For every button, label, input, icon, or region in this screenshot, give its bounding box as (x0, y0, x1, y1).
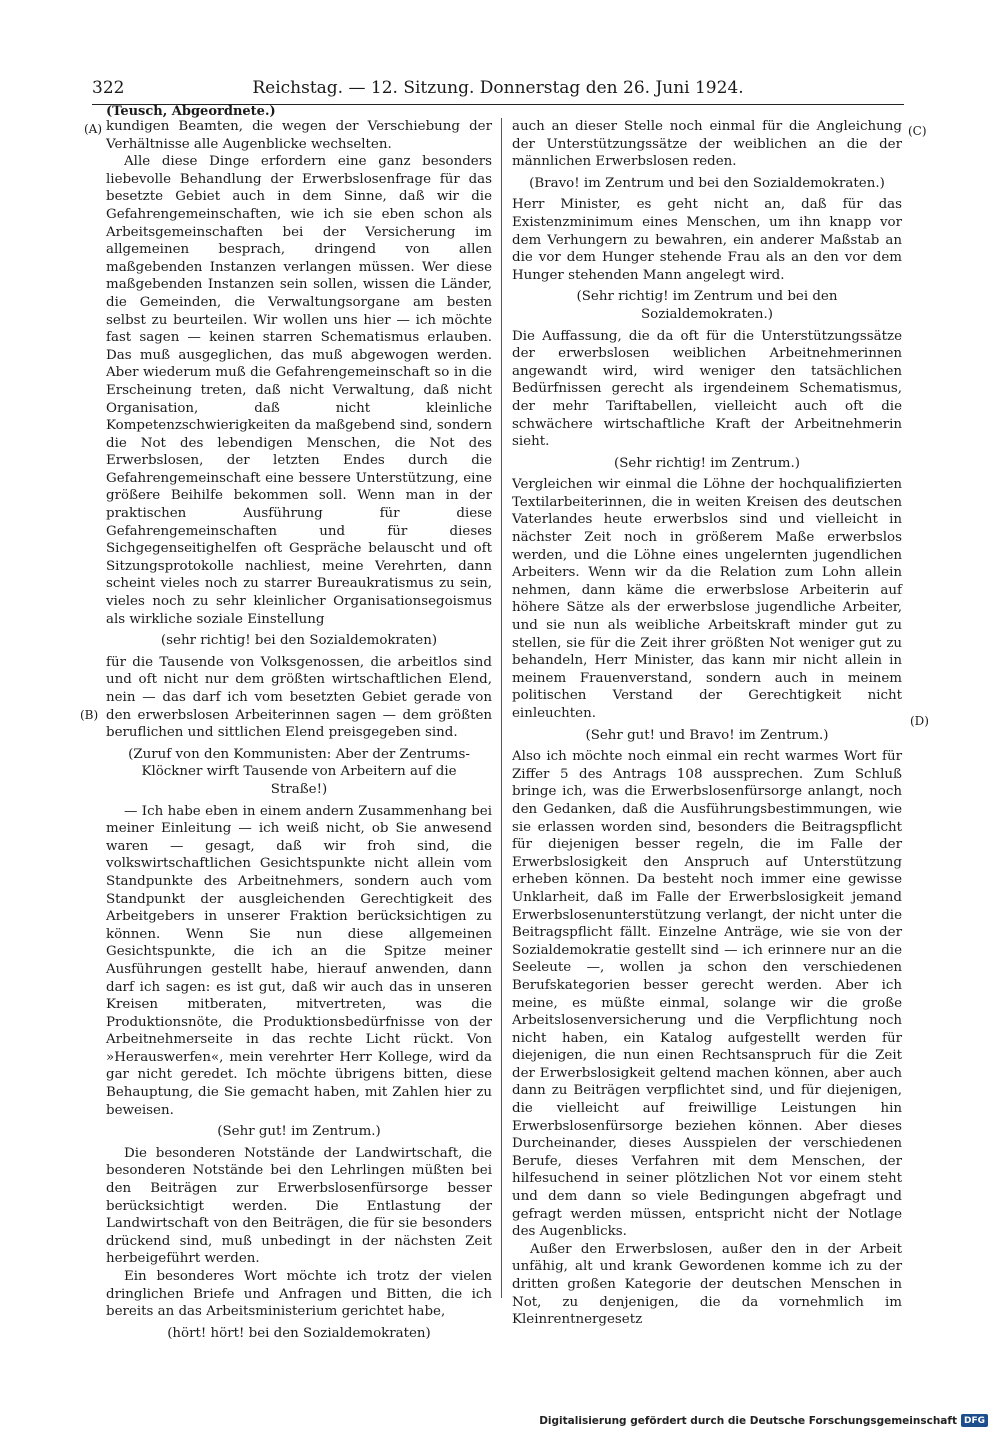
page-number: 322 (92, 78, 125, 98)
paragraph: Alle diese Dinge erfordern eine ganz besonders liebevolle Behandlung der Erwerbslosenfrage für das besetzte Gebiet auch in dem Sinne, daß wir die Gefahrengemeinschaften, wie ich sie eben schon als Arbeitsgemeinschaften bei der Versicherung im allgemeinen besprach, dringend von allen maßgebenden Instanzen verlangen müssen. Wer diese maßgebenden Instanzen sein sollen, wissen die Länder, die Gemeinden, die Verwaltungsorgane am besten selbst zu beurteilen. Wir wollen uns hier — ich möchte fast sagen — keinen starren Schematismus erlauben. Das muß ausgeglichen, das muß abgewogen werden. Aber wiederum muß die Gefahrengemeinschaft so in die Erscheinung treten, daß nicht Verwaltung, daß nicht Organisation, daß nicht kleinliche Kompetenzschwierigkeiten da maßgebend sind, sondern die Not des lebendigen Menschen, die Not des Erwerbslosen, der letzten Endes durch die Gefahrengemeinschaft eine bessere Unterstützung, eine größere Beihilfe bekommen soll. Wenn man in der praktischen Ausführung für diese Gefahrengemeinschaften und für dieses Sichgegenseitighelfen oft Gespräche belauscht und oft Sitzungsprotokolle nachliest, meine Verehrten, dann scheint vieles noch zu starrer Bureaukratismus zu sein, vieles noch zu sehr kleinlicher Organisationsegoismus als wirkliche soziale Einstellung (106, 154, 492, 627)
interjection-remark: (Sehr richtig! im Zentrum und bei den Sozialdemokraten.) (576, 289, 838, 322)
footer (539, 1414, 988, 1427)
paragraph: Also ich möchte noch einmal ein recht warmes Wort für Ziffer 5 des Antrags 108 aussprechen. Zum Schluß bringe ich, was die Erwerbslosenfürsorge anlangt, noch den Gedanken, daß die Ausführungsbestimmungen, wie sie erlassen worden sind, besonders die Beitragspflicht für diejenigen besser regeln, die im Falle der Erwerbslosigkeit den Anspruch auf Unterstützung erheben können. Da besteht noch immer eine gewisse Unklarheit, daß im Falle der Erwerbslosigkeit jemand Erwerbslosenunterstützung verlangt, der nicht unter die Beitragspflicht fällt. Einzelne Anträge, wie sie von der Sozialdemokratie gestellt sind — ich erinnere nur an die Seeleute —, wollen ja schon den verschiedenen Berufskategorien besser gerecht werden. Aber ich meine, es müßte einmal, solange wir die große Arbeitslosenversicherung und die Verpflichtung noch nicht haben, ein Katalog aufgestellt werden für diejenigen, die nun einen Rechtsanspruch für die Zeit der Erwerbslosigkeit geltend machen können, aber auch dann zu Beiträgen verpflichtet sind, und für diejenigen, die vielleicht auf freiwillige Leistungen hin Erwerbslosenfürsorge beziehen können. Aber dieses Durcheinander, dieses Ausspielen der verschiedenen Berufe, dieses Verfahren mit dem Menschen, der hilfesuchend in seiner plötzlichen Not vor einem steht und dem dann so viele Bedingungen abgefragt und gefragt werden müssen, entspricht nicht der Notlage des Augenblicks. (512, 749, 902, 1240)
interjection-remark: (hört! hört! bei den Sozialdemokraten) (167, 1325, 431, 1341)
paragraph: für die Tausende von Volksgenossen, die arbeitlos sind und oft nicht nur dem größten wirtschaftlichen Elend, nein — das darf ich vom besetzten Gebiet gerade von den erwerbslosen Arbeiterinnen sagen — dem größten beruflichen und sittlichen Elend preisgegeben sind. (106, 654, 492, 741)
right-column (512, 118, 902, 1329)
margin-marker-c: (C) (908, 124, 927, 138)
interjection-remark: (sehr richtig! bei den Sozialdemokraten) (160, 633, 438, 649)
paragraph: kundigen Beamten, die wegen der Verschiebung der Verhältnisse alle Augenblicke wechselten. (106, 119, 492, 152)
interjection-remark: (Bravo! im Zentrum und bei den Sozialdemokraten.) (529, 175, 885, 191)
column-divider (501, 118, 502, 1298)
interjection-remark: (Zuruf von den Kommunisten: Aber der Zentrums-Klöckner wirft Tausende von Arbeitern auf die Straße!) (128, 746, 470, 797)
paragraph: Ein besonderes Wort möchte ich trotz der vielen dringlichen Briefe und Anfragen und Bitten, die ich bereits an das Arbeitsministerium gerichtet habe, (106, 1269, 492, 1320)
paragraph: Außer den Erwerbslosen, außer den in der Arbeit unfähig, alt und krank Gewordenen komme ich zu der dritten großen Kategorie der deutschen Menschen in Not, zu denjenigen, die da vornehmlich im Kleinrentnergesetz (512, 1241, 902, 1328)
page-title: Reichstag. — 12. Sitzung. Donnerstag den 26. Juni 1924. (252, 78, 744, 98)
left-column (106, 118, 492, 1346)
paragraph: — Ich habe eben in einem andern Zusammenhang bei meiner Einleitung — ich weiß nicht, ob Sie anwesend waren — gesagt, daß wir froh sind, die volkswirtschaftlichen Gesichtspunkte nicht allein vom Standpunkte des Arbeitnehmers, sondern auch vom Standpunkt der ausgleichenden Gerechtigkeit des Arbeitgebers in unserer Fraktion berücksichtigen zu können. Wenn Sie nun diese allgemeinen Gesichtspunkte, die ich an die Spitze meiner Ausführungen gestellt habe, hierauf anwenden, dann darf ich sagen: es ist gut, daß wir auch das in unseren Kreisen mitberaten, mitvertreten, was die Produktionsnöte, die Produktionsbedürfnisse von der Arbeitnehmerseite in das rechte Licht rückt. Von »Herauswerfen«, mein verehrter Herr Kollege, wird da gar nicht geredet. Ich möchte übrigens bitten, diese Behauptung, die Sie gemacht haben, mit Zahlen hier zu beweisen. (106, 803, 492, 1118)
interjection-remark: (Sehr gut! und Bravo! im Zentrum.) (585, 727, 829, 743)
margin-marker-d: (D) (910, 714, 929, 728)
margin-marker-a: (A) (84, 122, 103, 136)
interjection-remark: (Sehr richtig! im Zentrum.) (614, 455, 800, 471)
paragraph: Herr Minister, es geht nicht an, daß für das Existenzminimum eines Menschen, um ihn knapp vor dem Verhungern zu bewahren, ein anderer Maßstab an die vor dem Hunger stehende Frau als an den vor dem Hunger stehenden Mann angelegt wird. (512, 197, 902, 283)
speaker-label: (Teusch, Abgeordnete.) (106, 104, 276, 119)
dfg-logo-icon: DFG (961, 1414, 988, 1427)
margin-marker-b: (B) (80, 708, 99, 722)
paragraph: Die Auffassung, die da oft für die Unterstützungssätze der erwerbslosen weiblichen Arbeitnehmerinnen angewandt wird, wird weniger den tatsächlichen Bedürfnissen gerecht als irgendeinem Schematismus, der mehr Tariftabellen, vielleicht auch oft die schwächere wirtschaftliche Kraft der Arbeitnehmerin sieht. (512, 328, 902, 450)
interjection-remark: (Sehr gut! im Zentrum.) (217, 1124, 381, 1140)
paragraph: Die besonderen Notstände der Landwirtschaft, die besonderen Notstände bei den Lehrlingen müßten bei den Beiträgen zur Erwerbslosenfürsorge besser berücksichtigt werden. Die Entlastung der Landwirtschaft von den Beiträgen, die für sie besonders drückend sind, muß unbedingt in der nächsten Zeit herbeigeführt werden. (106, 1145, 492, 1267)
paragraph: Vergleichen wir einmal die Löhne der hochqualifizierten Textilarbeiterinnen, die in weiten Kreisen des deutschen Vaterlandes heute erwerbslos sind und vielleicht in nächster Zeit noch in größerem Maße erwerbslos werden, und die Löhne eines ungelernten jugendlichen Arbeiters. Wenn wir da die Relation zum Lohn allein nehmen, dann käme die erwerbslose Arbeiterin auf höhere Sätze als der erwerbslose jugendliche Arbeiter, und sie nun als weibliche Arbeitskraft minder gut zu stellen, sie für die Zeit ihrer größten Not weniger gut zu behandeln, Herr Minister, das kann mir nicht allein in meinem Frauenverstand, sondern auch in meinem politischen Verstand der Gerechtigkeit nicht einleuchten. (512, 477, 902, 721)
paragraph: auch an dieser Stelle noch einmal für die Angleichung der Unterstützungssätze der weiblichen an die der männlichen Erwerbslosen reden. (512, 119, 902, 170)
page-header (92, 78, 904, 105)
footer-credit: Digitalisierung gefördert durch die Deutsche Forschungsgemeinschaft (539, 1414, 957, 1427)
